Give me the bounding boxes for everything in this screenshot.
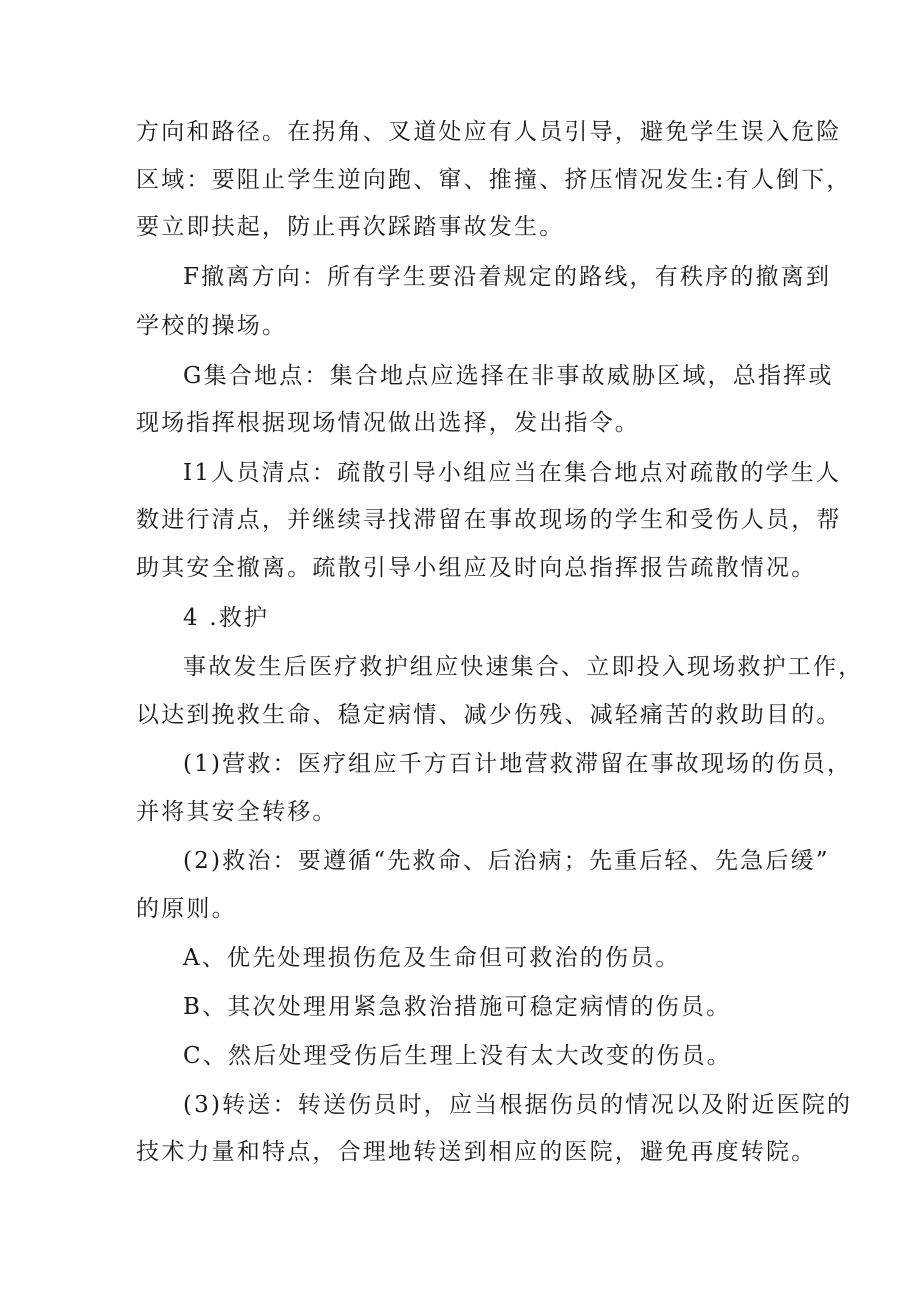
text-line: 的原则。 <box>136 896 237 922</box>
text-line: (3)转送：转送伤员时，应当根据伤员的情况以及附近医院的 <box>183 1092 853 1118</box>
text-line: (1)营救：医疗组应千方百计地营救滞留在事故现场的伤员， <box>183 751 853 777</box>
text-line: 助其安全撤离。疏散引导小组应及时向总指挥报告疏散情况。 <box>136 555 817 581</box>
text-line: C、然后处理受伤后生理上没有太大改变的伤员。 <box>183 1043 732 1069</box>
text-line: 方向和路径。在拐角、叉道处应有人员引导，避免学生误入危险 <box>136 119 842 145</box>
text-line: 现场指挥根据现场情况做出选择，发出指令。 <box>136 410 640 436</box>
text-line: 区域：要阻止学生逆向跑、窜、推撞、挤压情况发生:有人倒下， <box>136 167 852 193</box>
text-line: F撤离方向：所有学生要沿着规定的路线，有秩序的撤离到 <box>183 264 832 290</box>
text-line: 事故发生后医疗救护组应快速集合、立即投入现场救护工作， <box>183 654 864 680</box>
text-line: 数进行清点，并继续寻找滞留在事故现场的学生和受伤人员，帮 <box>136 507 842 533</box>
section-heading: 4 .救护 <box>183 605 270 631</box>
text-line: 技术力量和特点，合理地转送到相应的医院，避免再度转院。 <box>136 1139 817 1165</box>
text-line: A、优先处理损伤危及生命但可救治的伤员。 <box>183 945 681 971</box>
text-line: B、其次处理用紧急救治措施可稳定病情的伤员。 <box>183 994 732 1020</box>
text-line: I1人员清点：疏散引导小组应当在集合地点对疏散的学生人 <box>183 460 842 486</box>
text-line: 并将其安全转移。 <box>136 799 338 825</box>
text-line: G集合地点：集合地点应选择在非事故威胁区域，总指挥或 <box>183 363 834 389</box>
text-line: (2)救治：要遵循“先救命、后治病；先重后轻、先急后缓” <box>183 848 830 874</box>
text-line: 学校的操场。 <box>136 313 288 339</box>
text-line: 以达到挽救生命、稳定病情、减少伤残、减轻痛苦的救助目的。 <box>136 702 842 728</box>
text-line: 要立即扶起，防止再次踩踏事故发生。 <box>136 214 565 240</box>
